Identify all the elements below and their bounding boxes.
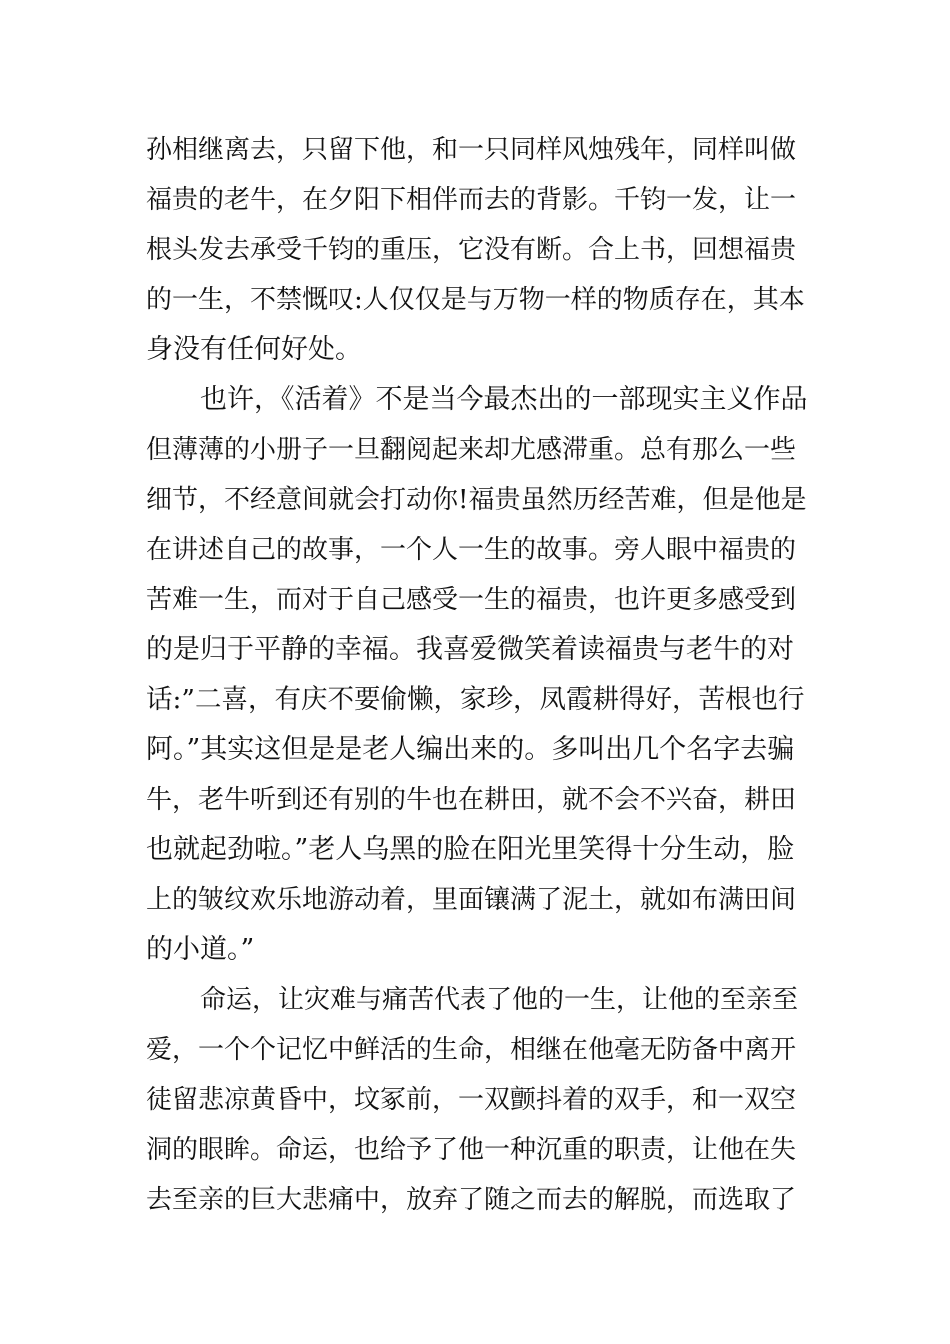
text-line: 的小道。” [146, 934, 255, 965]
body-text [146, 125, 808, 1225]
text-line: 爱，一个个记忆中鲜活的生命，相继在他毫无防备中离开 [146, 1035, 797, 1065]
text-line: 细节，不经意间就会打动你!福贵虽然历经苦难，但是他是 [146, 485, 807, 515]
text-line: 也就起劲啦。”老人乌黑的脸在阳光里笑得十分生动，脸 [146, 834, 795, 865]
text-line: 徒留悲凉黄昏中，坟冢前，一双颤抖着的双手，和一双空 [146, 1085, 797, 1115]
text-line: 根头发去承受千钧的重压，它没有断。合上书，回想福贵 [146, 235, 797, 265]
text-line: 身没有任何好处。 [146, 334, 362, 365]
text-line: 话:”二喜，有庆不要偷懒，家珍，凤霞耕得好，苦根也行 [146, 684, 805, 715]
text-line: 的一生，不禁慨叹:人仅仅是与万物一样的物质存在，其本 [146, 285, 805, 315]
text-line: 上的皱纹欢乐地游动着，里面镶满了泥土，就如布满田间 [146, 885, 797, 915]
text-line: 孙相继离去，只留下他，和一只同样风烛残年，同样叫做 [146, 135, 797, 165]
text-line: 的是归于平静的幸福。我喜爱微笑着读福贵与老牛的对 [146, 634, 794, 665]
text-line: 去至亲的巨大悲痛中，放弃了随之而去的解脱，而选取了 [146, 1185, 797, 1215]
text-line: 福贵的老牛，在夕阳下相伴而去的背影。千钧一发，让一 [146, 185, 797, 215]
text-line: 阿。”其实这但是是老人编出来的。多叫出几个名字去骗 [146, 734, 795, 765]
text-line: 苦难一生，而对于自己感受一生的福贵，也许更多感受到 [146, 585, 797, 615]
paragraph-first-line: 也许，《活着》不是当今最杰出的一部现实主义作品 [200, 384, 808, 415]
text-line: 牛，老牛听到还有别的牛也在耕田，就不会不兴奋，耕田 [146, 785, 797, 815]
text-line: 洞的眼眸。命运，也给予了他一种沉重的职责，让他在失 [146, 1135, 797, 1165]
text-line: 但薄薄的小册子一旦翻阅起来却尤感滞重。总有那么一些 [146, 435, 797, 465]
paragraph-first-line: 命运，让灾难与痛苦代表了他的一生，让他的至亲至 [200, 985, 799, 1015]
text-line: 在讲述自己的故事，一个人一生的故事。旁人眼中福贵的 [146, 535, 797, 565]
